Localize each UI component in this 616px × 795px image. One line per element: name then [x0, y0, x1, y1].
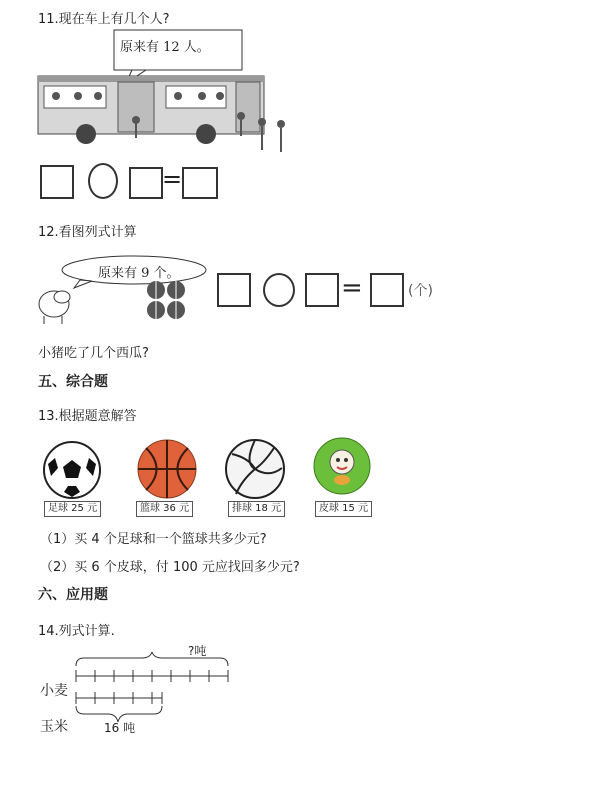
operator-oval[interactable] — [263, 273, 295, 307]
answer-box[interactable] — [217, 273, 251, 307]
answer-box[interactable] — [182, 167, 218, 199]
rubber-ball-icon — [312, 436, 372, 496]
equals-sign: = — [162, 165, 183, 193]
equals-sign: = — [341, 273, 363, 303]
operator-oval[interactable] — [88, 163, 118, 199]
soccer-price-label: 足球 25 元 — [44, 501, 101, 517]
section-5-title: 五、综合题 — [38, 374, 108, 390]
soccer-ball-icon — [42, 440, 102, 500]
line-segment-diagram — [70, 652, 240, 732]
rubber-ball-price-label: 皮球 15 元 — [315, 501, 372, 517]
volleyball-price-label: 排球 18 元 — [228, 501, 285, 517]
answer-box[interactable] — [305, 273, 339, 307]
question-12-title: 12.看图列式计算 — [38, 225, 137, 240]
basketball-price-label: 篮球 36 元 — [136, 501, 193, 517]
bus-speech-bubble: 原来有 12 人。 — [120, 40, 210, 55]
answer-box[interactable] — [370, 273, 404, 307]
section-6-title: 六、应用题 — [38, 587, 108, 603]
question-14-title: 14.列式计算. — [38, 624, 115, 639]
question-11-title: 11.现在车上有几个人? — [38, 12, 170, 27]
basketball-icon — [136, 438, 198, 500]
corn-row-label: 玉米 — [40, 719, 68, 735]
unit-label: (个) — [408, 283, 433, 299]
total-unknown-label: ?吨 — [188, 644, 207, 658]
question-13-title: 13.根据题意解答 — [38, 409, 137, 424]
volleyball-icon — [224, 438, 286, 500]
answer-box[interactable] — [129, 167, 163, 199]
wheat-row-label: 小麦 — [40, 683, 68, 699]
question-13-part-1: （1）买 4 个足球和一个篮球共多少元? — [40, 532, 267, 547]
corn-amount-label: 16 吨 — [104, 721, 136, 735]
question-13-part-2: （2）买 6 个皮球，付 100 元应找回多少元? — [40, 560, 300, 575]
answer-box[interactable] — [40, 165, 74, 199]
pig-speech-bubble: 原来有 9 个。 — [98, 266, 180, 281]
question-12-prompt: 小猪吃了几个西瓜? — [38, 346, 149, 361]
